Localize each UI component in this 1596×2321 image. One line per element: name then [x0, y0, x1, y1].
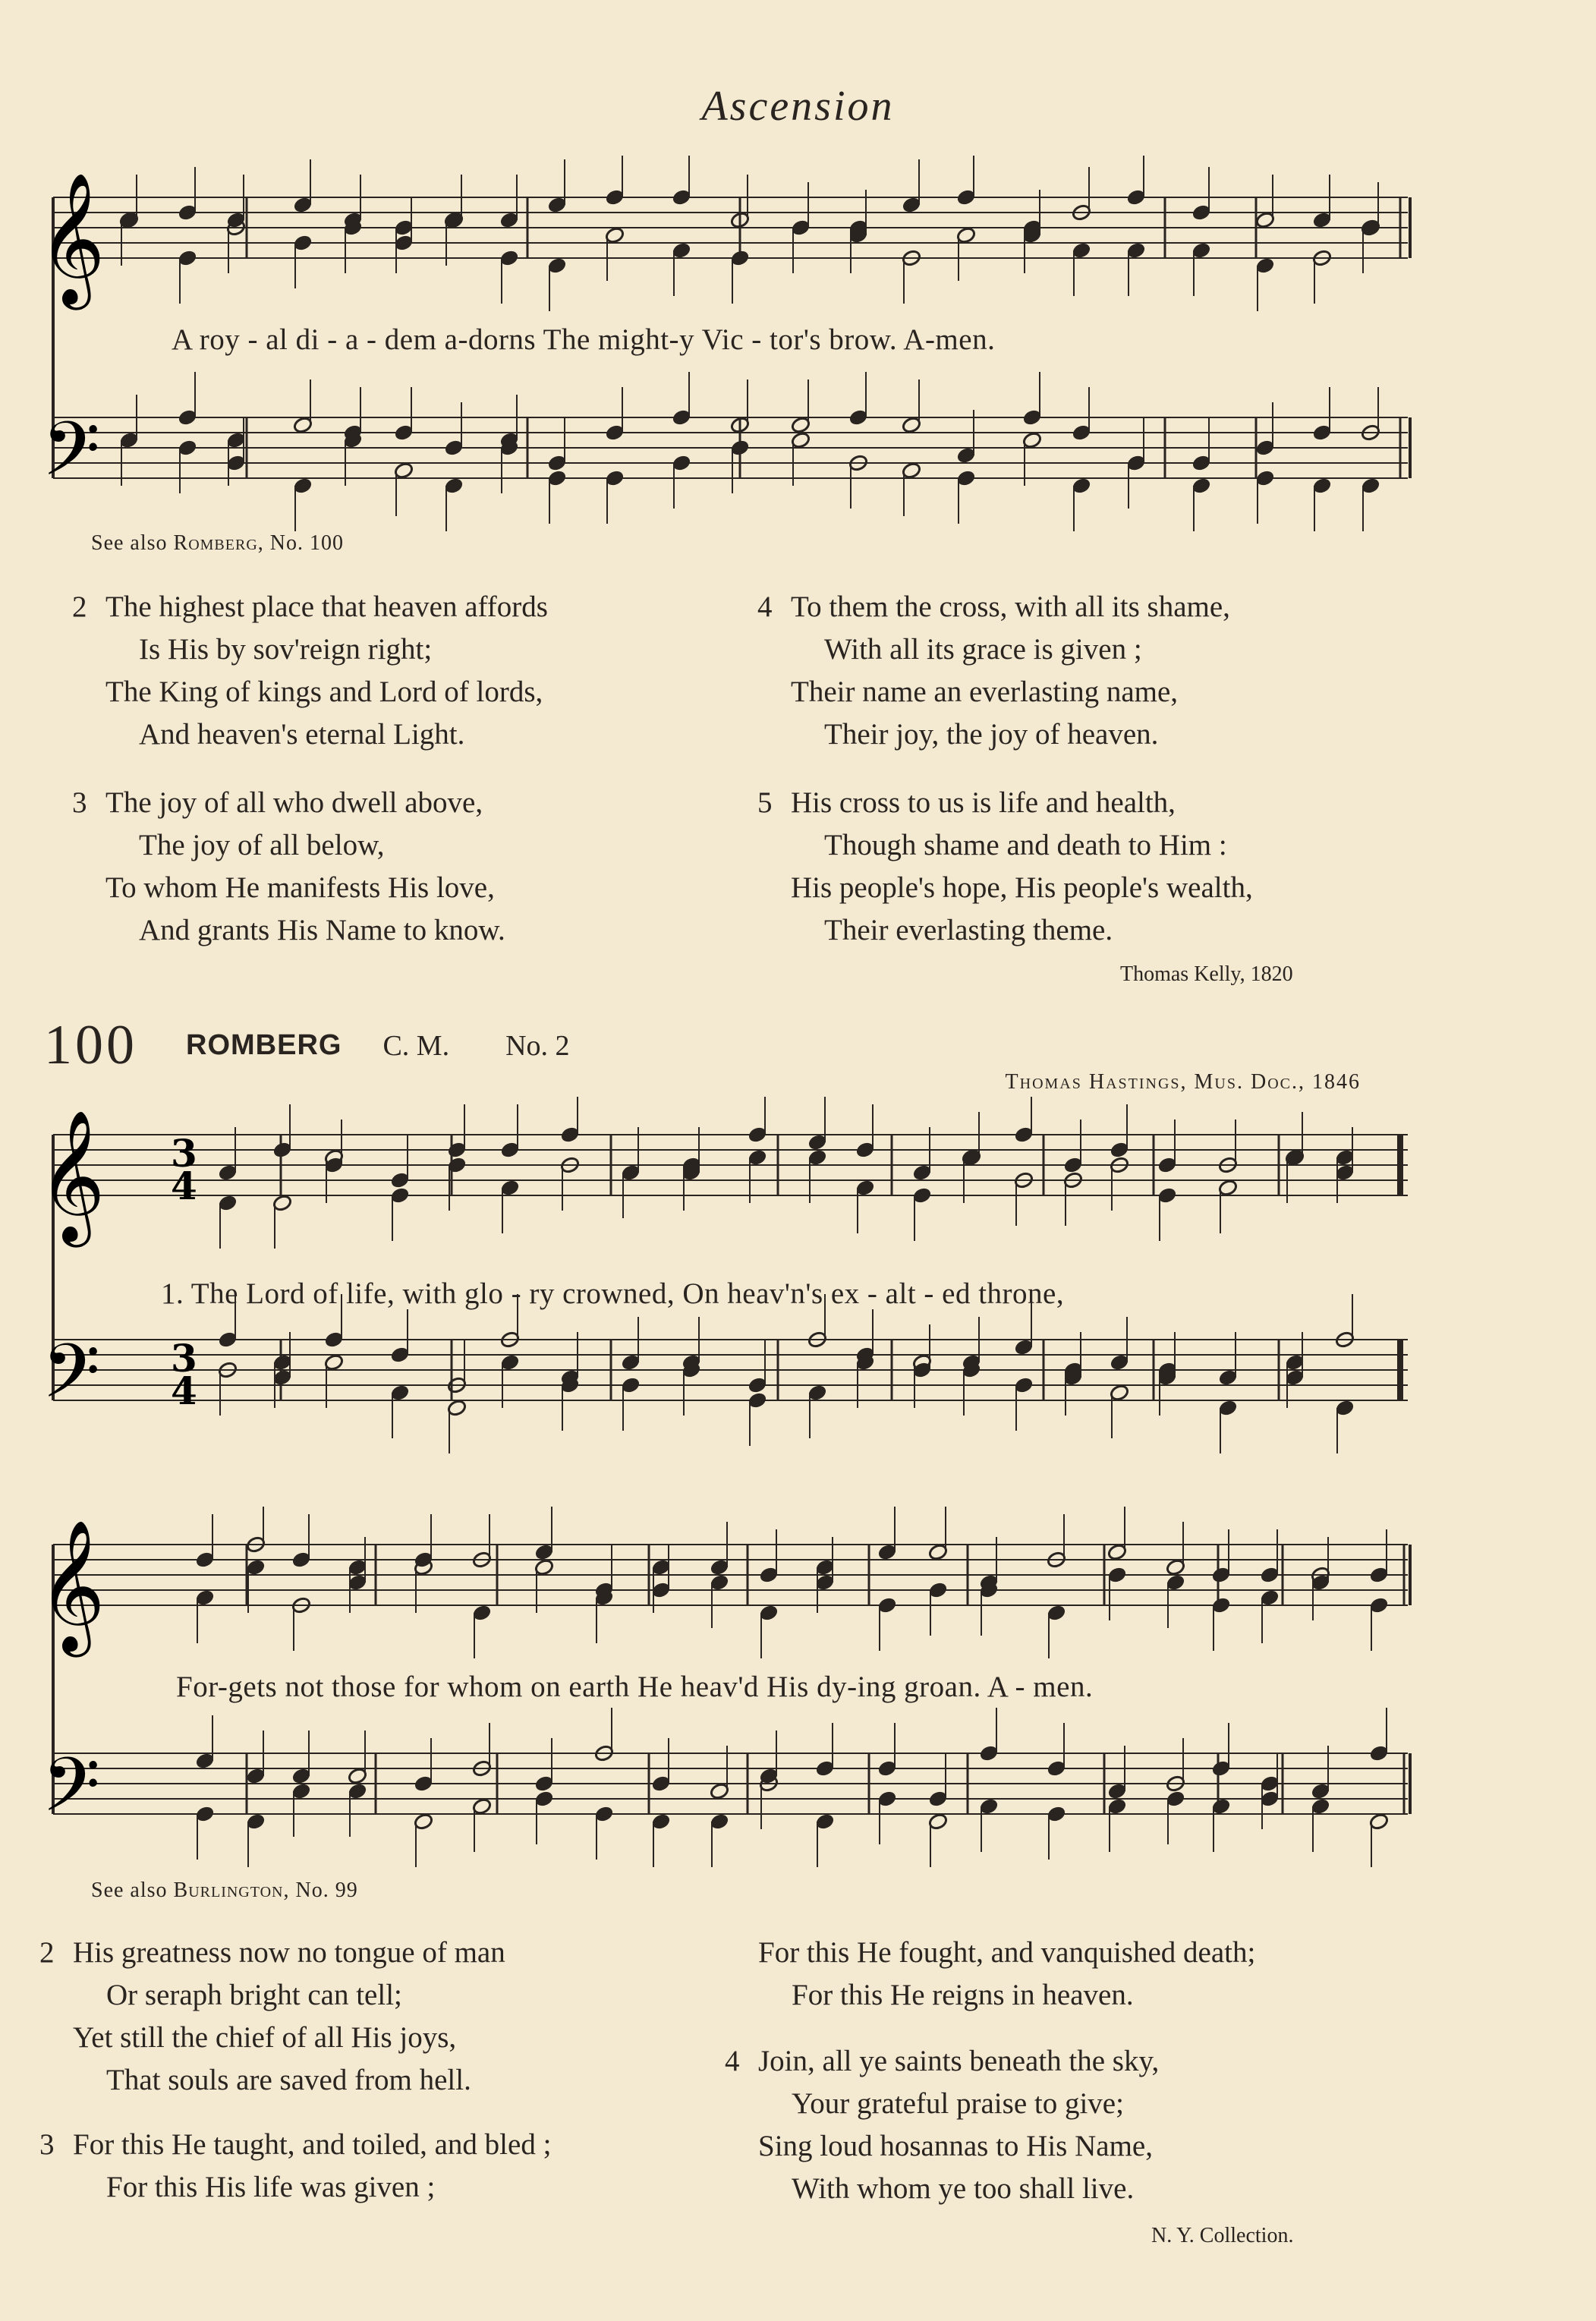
composer-credit: Thomas Hastings, Mus. Doc., 1846 [1005, 1070, 1361, 1094]
section-title: Ascension [701, 83, 895, 130]
bass-clef-icon: 𝄢 [42, 1742, 101, 1847]
verse-3: 3 The joy of all who dwell above, The joy of all below, To whom He manifests His love, And grants His Name to know. [72, 786, 505, 946]
bass-staff [53, 417, 1408, 478]
tune-number: No. 2 [505, 1029, 570, 1062]
verse-3-continued: For this He fought, and vanquished death; For this He reigns in heaven. [758, 1936, 1256, 2011]
treble-staff [53, 1545, 1408, 1605]
meter: C. M. [382, 1029, 450, 1062]
lyrics-hymn100-line2: For-gets not those for whom on earth He heav'd His dy-ing groan. A - men. [176, 1671, 1094, 1703]
attribution-hymn99: Thomas Kelly, 1820 [1120, 962, 1293, 986]
treble-staff [53, 1135, 1408, 1195]
verse-3-hymn100: 3 For this He taught, and toiled, and bled ; For this His life was given ; [39, 2128, 552, 2203]
svg-text:4: 4 [171, 1368, 197, 1413]
treble-clef-icon: 𝄞 [38, 1520, 105, 1652]
verse-4: 4 To them the cross, with all its shame, With all its grace is given ; Their name an everlasting name, Their joy, the joy of heaven. [757, 590, 1230, 751]
lyrics-hymn100-line1: 1. The Lord of life, with glo - ry crowned, On heav'n's ex - alt - ed throne, [161, 1277, 1065, 1310]
time-signature-treble [171, 1131, 197, 1208]
bass-staff [53, 1753, 1408, 1814]
attribution-hymn100: N. Y. Collection. [1151, 2224, 1294, 2247]
time-signature-bass [171, 1336, 197, 1413]
lyrics-hymn99: A roy - al di - a - dem a-dorns The might-y Vic - tor's brow. A-men. [172, 323, 996, 356]
svg-text:4: 4 [171, 1164, 197, 1208]
bass-clef-icon: 𝄢 [42, 1328, 101, 1434]
verse-4-hymn100: 4 Join, all ye saints beneath the sky, Your grateful praise to give; Sing loud hosannas to His Name, With whom ye too shall live. [725, 2045, 1160, 2205]
treble-clef-icon: 𝄞 [38, 172, 105, 304]
verse-2-hymn100: 2 His greatness now no tongue of man Or seraph bright can tell; Yet still the chief of all His joys, That souls are saved from hell. [39, 1936, 505, 2096]
treble-clef-icon: 𝄞 [38, 1110, 105, 1242]
bass-staff [53, 1340, 1408, 1400]
verse-2: 2 The highest place that heaven affords Is His by sov'reign right; The King of kings and Lord of lords, And heaven's eternal Light. [72, 590, 548, 751]
hymn-number: 100 [44, 1014, 137, 1076]
tune-name: ROMBERG [186, 1029, 342, 1061]
verse-5: 5 His cross to us is life and health, Though shame and death to Him : His people's hope, His people's wealth, Their everlasting theme. [757, 786, 1253, 946]
hymn-header [44, 1013, 570, 1074]
see-also-hymn100: See also Burlington, No. 99 [91, 1879, 358, 1902]
svg-text:3: 3 [171, 1336, 197, 1381]
see-also-hymn99: See also Romberg, No. 100 [91, 531, 345, 555]
bass-clef-icon: 𝄢 [42, 406, 101, 512]
svg-text:3: 3 [171, 1131, 197, 1176]
